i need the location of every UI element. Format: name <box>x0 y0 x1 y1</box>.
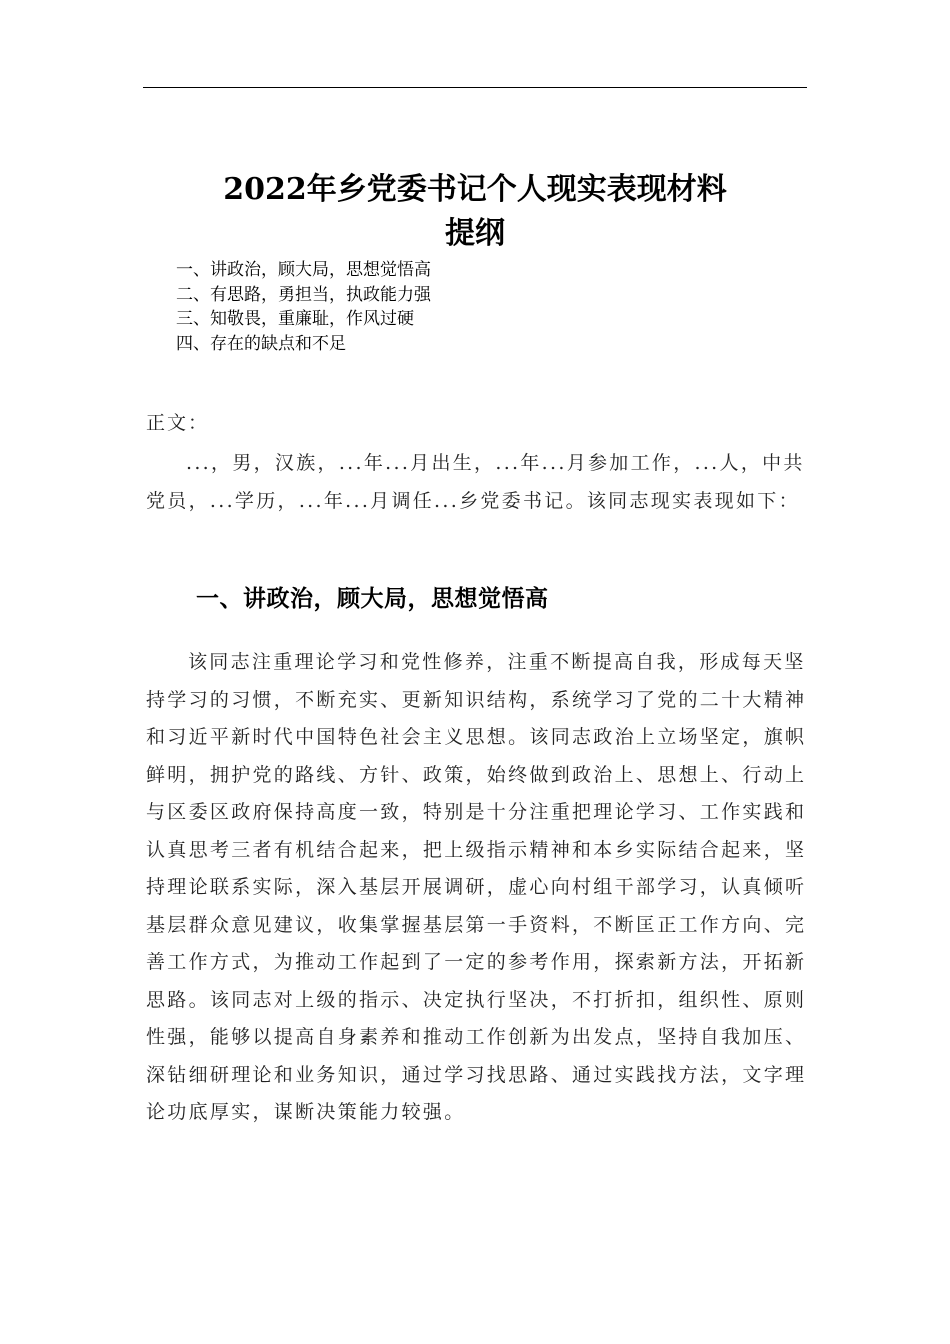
header-rule <box>143 87 807 88</box>
section-paragraph: 该同志注重理论学习和党性修养，注重不断提高自我，形成每天坚持学习的习惯，不断充实、更新知识结构，系统学习了党的二十大精神和习近平新时代中国特色社会主义思想。该同志政治上立场坚定，旗帜鲜明，拥护党的路线、方针、政策，始终做到政治上、思想上、行动上与区委区政府保持高度一致，特别是十分注重把理论学习、工作实践和认真思考三者有机结合起来，把上级指示精神和本乡实际结合起来，坚持理论联系实际，深入基层开展调研，虚心向村组干部学习，认真倾听基层群众意见建议，收集掌握基层第一手资料，不断匡正工作方向、完善工作方式，为推动工作起到了一定的参考作用，探索新方法，开拓新思路。该同志对上级的指示、决定执行坚决，不打折扣，组织性、原则性强，能够以提高自身素养和推动工作创新为出发点，坚持自我加压、深钻细研理论和业务知识，通过学习找思路、通过实践找方法，文字理论功底厚实，谋断决策能力较强。 <box>146 651 807 1123</box>
outline-item: 四、存在的缺点和不足 <box>176 333 346 354</box>
intro-paragraph: ...，男，汉族，...年...月出生，...年...月参加工作，...人，中共党员，...学历，...年...月调任...乡党委书记。该同志现实表现如下： <box>146 452 805 512</box>
section-heading: 一、讲政治，顾大局，思想觉悟高 <box>196 586 549 612</box>
outline-item: 一、讲政治，顾大局，思想觉悟高 <box>176 260 431 280</box>
outline-list <box>176 258 431 356</box>
outline-item: 三、知敬畏，重廉耻，作风过硬 <box>176 309 414 329</box>
outline-item: 二、有思路，勇担当，执政能力强 <box>176 284 431 305</box>
document-title: 2022年乡党委书记个人现实表现材料 <box>223 172 727 207</box>
body-label: 正文： <box>146 412 210 434</box>
document-subtitle: 提纲 <box>445 216 505 251</box>
